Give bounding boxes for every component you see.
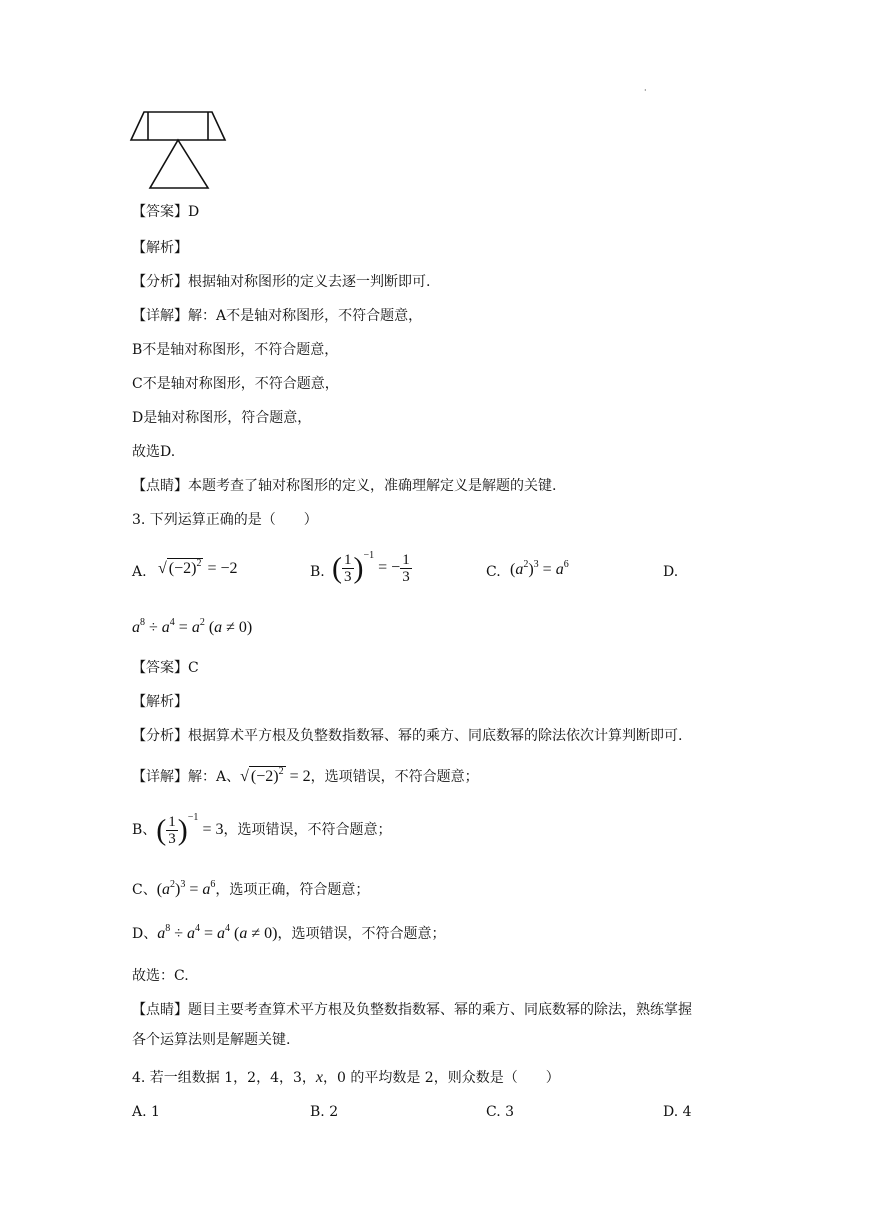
q3-xj-b-formula: ( $\frac{1}{3}$ )$^{-1}$ = 3 bbox=[156, 812, 224, 847]
q3-xiangjie-b bbox=[132, 812, 391, 850]
q3-option-c-formula: $(a^2)^3 = a^6$ bbox=[510, 559, 569, 578]
q3-option-c bbox=[486, 562, 501, 582]
option-d-figure bbox=[128, 108, 232, 194]
q3-dianjing-2: 各个运算法则是解题关键. bbox=[132, 1032, 291, 1048]
q3-option-b-label: B. bbox=[310, 564, 325, 580]
q3-xj-b-suffix: ，选项错误，不符合题意； bbox=[223, 822, 392, 838]
q2-answer: 【答案】D bbox=[132, 204, 200, 220]
q3-xiangjie-c bbox=[132, 880, 369, 902]
q2-dianjing: 【点睛】本题考查了轴对称图形的定义，准确理解定义是解题的关键. bbox=[132, 478, 557, 494]
q4-option-a: A. 1 bbox=[132, 1104, 160, 1120]
q4-option-d: D. 4 bbox=[663, 1104, 692, 1120]
q4-option-b: B. 2 bbox=[310, 1104, 339, 1120]
q3-xj-c-prefix: C、 bbox=[132, 882, 157, 898]
q2-choose: 故选D. bbox=[132, 444, 176, 460]
q3-xj-c-suffix: ，选项正确，符合题意； bbox=[215, 882, 370, 898]
q2-line-d: D是轴对称图形，符合题意， bbox=[132, 410, 312, 426]
q3-answer: 【答案】C bbox=[132, 660, 199, 676]
q2-xiangjie: 【详解】解：A不是轴对称图形，不符合题意， bbox=[132, 308, 423, 324]
q3-option-d-formula: $a^8 \div a^4 = a^2$ (a ≠ 0) bbox=[132, 617, 253, 636]
header-mark: · bbox=[644, 86, 647, 95]
q3-stem: 3. 下列运算正确的是（ ） bbox=[132, 512, 318, 528]
q3-option-d bbox=[663, 562, 678, 582]
q3-option-a-formula: √ $(-2)^2 = -2$ bbox=[158, 558, 238, 581]
triangle-shape bbox=[150, 140, 208, 188]
q3-dianjing-1: 【点睛】题目主要考查算术平方根及负整数指数幂、幂的乘方、同底数幂的除法，熟练掌握 bbox=[132, 1002, 692, 1018]
q3-xj-c-formula: $(a^2)^3 = a^6$ bbox=[156, 879, 216, 898]
q3-option-a bbox=[132, 562, 147, 582]
q3-xj-a-formula: √ $(-2)^2 = 2$ bbox=[240, 768, 311, 785]
q3-option-d-label: D. bbox=[663, 564, 679, 580]
q3-analysis-title: 【解析】 bbox=[132, 694, 188, 710]
q3-option-a-label: A. bbox=[132, 564, 147, 580]
q3-option-c-label: C. bbox=[486, 564, 501, 580]
q3-xj-d-formula: $a^8 \div a^4 = a^4$ (a ≠ 0) bbox=[157, 923, 278, 942]
q3-xj-d-suffix: ，选项错误，不符合题意； bbox=[277, 926, 446, 942]
q2-fenxi: 【分析】根据轴对称图形的定义去逐一判断即可. bbox=[132, 274, 431, 290]
q3-xj-a-prefix: 【详解】解：A、 bbox=[132, 769, 241, 785]
q4-stem-prefix: 4. 若一组数据 1，2，4，3， bbox=[132, 1070, 316, 1086]
trapezoid-shape bbox=[131, 112, 225, 140]
q4-stem bbox=[132, 1068, 560, 1088]
q3-choose: 故选：C. bbox=[132, 968, 189, 984]
q3-xiangjie-a bbox=[132, 766, 479, 789]
q3-xj-a-suffix: ，选项错误，不符合题意； bbox=[310, 769, 479, 785]
q3-xj-b-prefix: B、 bbox=[132, 822, 157, 838]
q3-xj-d-prefix: D、 bbox=[132, 926, 158, 942]
q2-line-c: C不是轴对称图形，不符合题意， bbox=[132, 376, 339, 392]
q3-option-b bbox=[310, 562, 325, 582]
q3-fenxi: 【分析】根据算术平方根及负整数指数幂、幂的乘方、同底数幂的除法依次计算判断即可. bbox=[132, 728, 683, 744]
q2-analysis-title: 【解析】 bbox=[132, 240, 188, 256]
q4-stem-suffix: ，0 的平均数是 2，则众数是（ ） bbox=[323, 1070, 560, 1086]
q3-xiangjie-d bbox=[132, 924, 445, 946]
q4-option-c: C. 3 bbox=[486, 1104, 515, 1120]
q4-stem-variable: x bbox=[315, 1069, 323, 1086]
q3-option-b-formula: ( $\frac{1}{3}$ )$^{-1}$ = − $\frac{1}{3}$ bbox=[332, 550, 410, 585]
q2-line-b: B不是轴对称图形，不符合题意， bbox=[132, 342, 339, 358]
